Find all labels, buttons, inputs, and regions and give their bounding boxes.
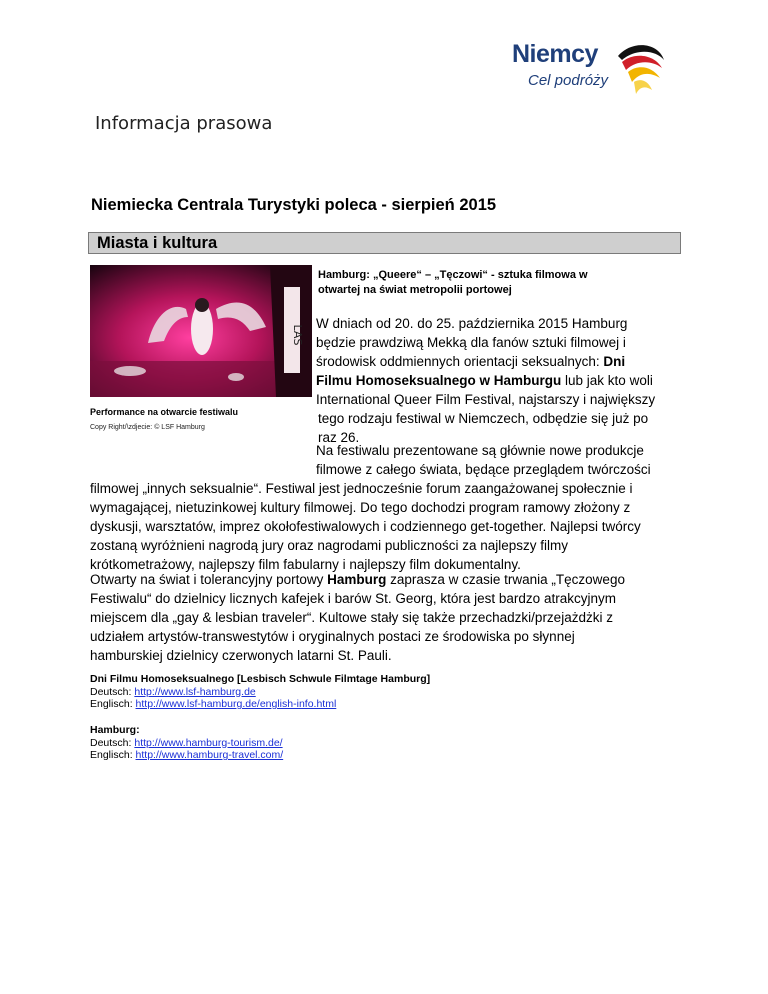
bold-text: Hamburg <box>327 572 387 587</box>
text-span: środowisk oddmiennych orientacji seksualnych: <box>316 354 604 369</box>
link-label: Englisch: <box>90 698 136 710</box>
text-line: filmowej „innych seksualnie“. Festiwal jest jednocześnie forum zaangażowanej społecznie i <box>90 481 633 496</box>
text-line: będzie prawdziwą Mekką dla fanów sztuki filmowej i <box>316 335 626 350</box>
link-row <box>90 737 690 750</box>
photo-credit: Copy Right/\zdjecie: © LSF Hamburg <box>90 424 205 431</box>
text-line: hamburskiej dzielnicy czerwonych latarni St. Pauli. <box>90 648 392 663</box>
link-label: Deutsch: <box>90 736 135 749</box>
links-title: Hamburg: <box>90 724 140 736</box>
link-lsf-de[interactable]: http://www.lsf-hamburg.de <box>134 685 256 698</box>
link-lsf-en[interactable]: http://www.lsf-hamburg.de/english-info.html <box>135 698 337 710</box>
link-label: Englisch: <box>90 749 136 761</box>
article-subtitle-line: Hamburg: „Queere“ – „Tęczowi“ - sztuka filmowa w <box>318 269 588 281</box>
paragraph-3 <box>90 570 690 665</box>
bold-text: Filmu Homoseksualnego w Hamburgu <box>316 373 562 388</box>
text-line: dyskusji, warsztatów, imprez okołofestiwalowych i codziennego get-together. Najlepsi twórcy <box>90 519 641 534</box>
stage-illustration <box>90 265 312 397</box>
text-span: lub jak kto woli <box>561 373 653 388</box>
paragraph-2-rest <box>90 479 690 574</box>
text-line: W dniach od 20. do 25. października 2015 Hamburg <box>316 316 628 331</box>
photo-caption: Performance na otwarcie festiwalu <box>90 407 239 417</box>
text-line: udziałem artystów-transwestytów i oryginalnych postaci ze środowiska po słynnej <box>90 629 575 644</box>
photo-banner-text: LAS <box>291 324 304 346</box>
link-hamburg-en[interactable]: http://www.hamburg-travel.com/ <box>135 749 284 761</box>
text-line: Na festiwalu prezentowane są głównie nowe produkcje <box>316 443 644 458</box>
text-line: wymagającej, nietuzinkowej kultury filmowej. Do tego dochodzi program ramowy złożony z <box>90 500 631 515</box>
headline: Niemiecka Centrala Turystyki poleca - sierpień 2015 <box>91 196 497 214</box>
text-line: filmowe z całego świata, będące przeglądem twórczości <box>316 462 651 477</box>
bold-text: Dni <box>603 354 626 369</box>
links-title: Dni Filmu Homoseksualnego [Lesbisch Schwule Filmtage Hamburg] <box>90 673 431 685</box>
paragraph-1 <box>316 314 686 447</box>
text-span: zaprasza w czasie trwania „Tęczowego <box>386 572 625 587</box>
section-title: Miasta i kultura <box>97 234 218 252</box>
text-line: International Queer Film Festival, najstarszy i największy <box>316 392 656 407</box>
text-line: krótkometrażowy, najlepszy film fabularny i najlepszy film dokumentalny. <box>90 557 521 572</box>
paragraph-2-start <box>316 441 686 479</box>
link-row <box>90 698 690 711</box>
logo-title: Niemcy <box>512 40 598 68</box>
text-line: raz 26. <box>318 430 360 445</box>
text-line <box>90 570 690 589</box>
text-span: Otwarty na świat i tolerancyjny portowy <box>90 572 328 587</box>
link-row <box>90 749 690 762</box>
links-festival <box>90 673 690 711</box>
text-line: zostaną wyróżnieni nagrodą jury oraz nagrodami publiczności za najlepszy filmy <box>90 538 568 553</box>
text-line: tego rodzaju festiwal w Niemczech, odbędzie się już po <box>318 411 649 426</box>
article-subtitle-line: otwartej na świat metropolii portowej <box>318 284 512 296</box>
link-hamburg-de[interactable]: http://www.hamburg-tourism.de/ <box>134 736 283 749</box>
text-line <box>316 371 686 390</box>
flag-swoosh-icon <box>612 38 668 98</box>
link-row <box>90 686 690 699</box>
link-label: Deutsch: <box>90 685 135 698</box>
text-line: Festiwalu“ do dzielnicy licznych kafejek i barów St. Georg, która jest bardzo atrakcyjnym <box>90 591 616 606</box>
section-header-bar <box>88 232 681 254</box>
links-hamburg <box>90 724 690 762</box>
text-line: miejscem dla „gay & lesbian traveler“. Kultowe stały się także przechadzki/przejażdżki z <box>90 610 613 625</box>
logo-subtitle: Cel podróży <box>528 72 609 89</box>
document-kind: Informacja prasowa <box>95 113 273 134</box>
article-subtitle <box>318 268 668 298</box>
text-line <box>316 352 686 371</box>
festival-photo <box>90 265 312 397</box>
